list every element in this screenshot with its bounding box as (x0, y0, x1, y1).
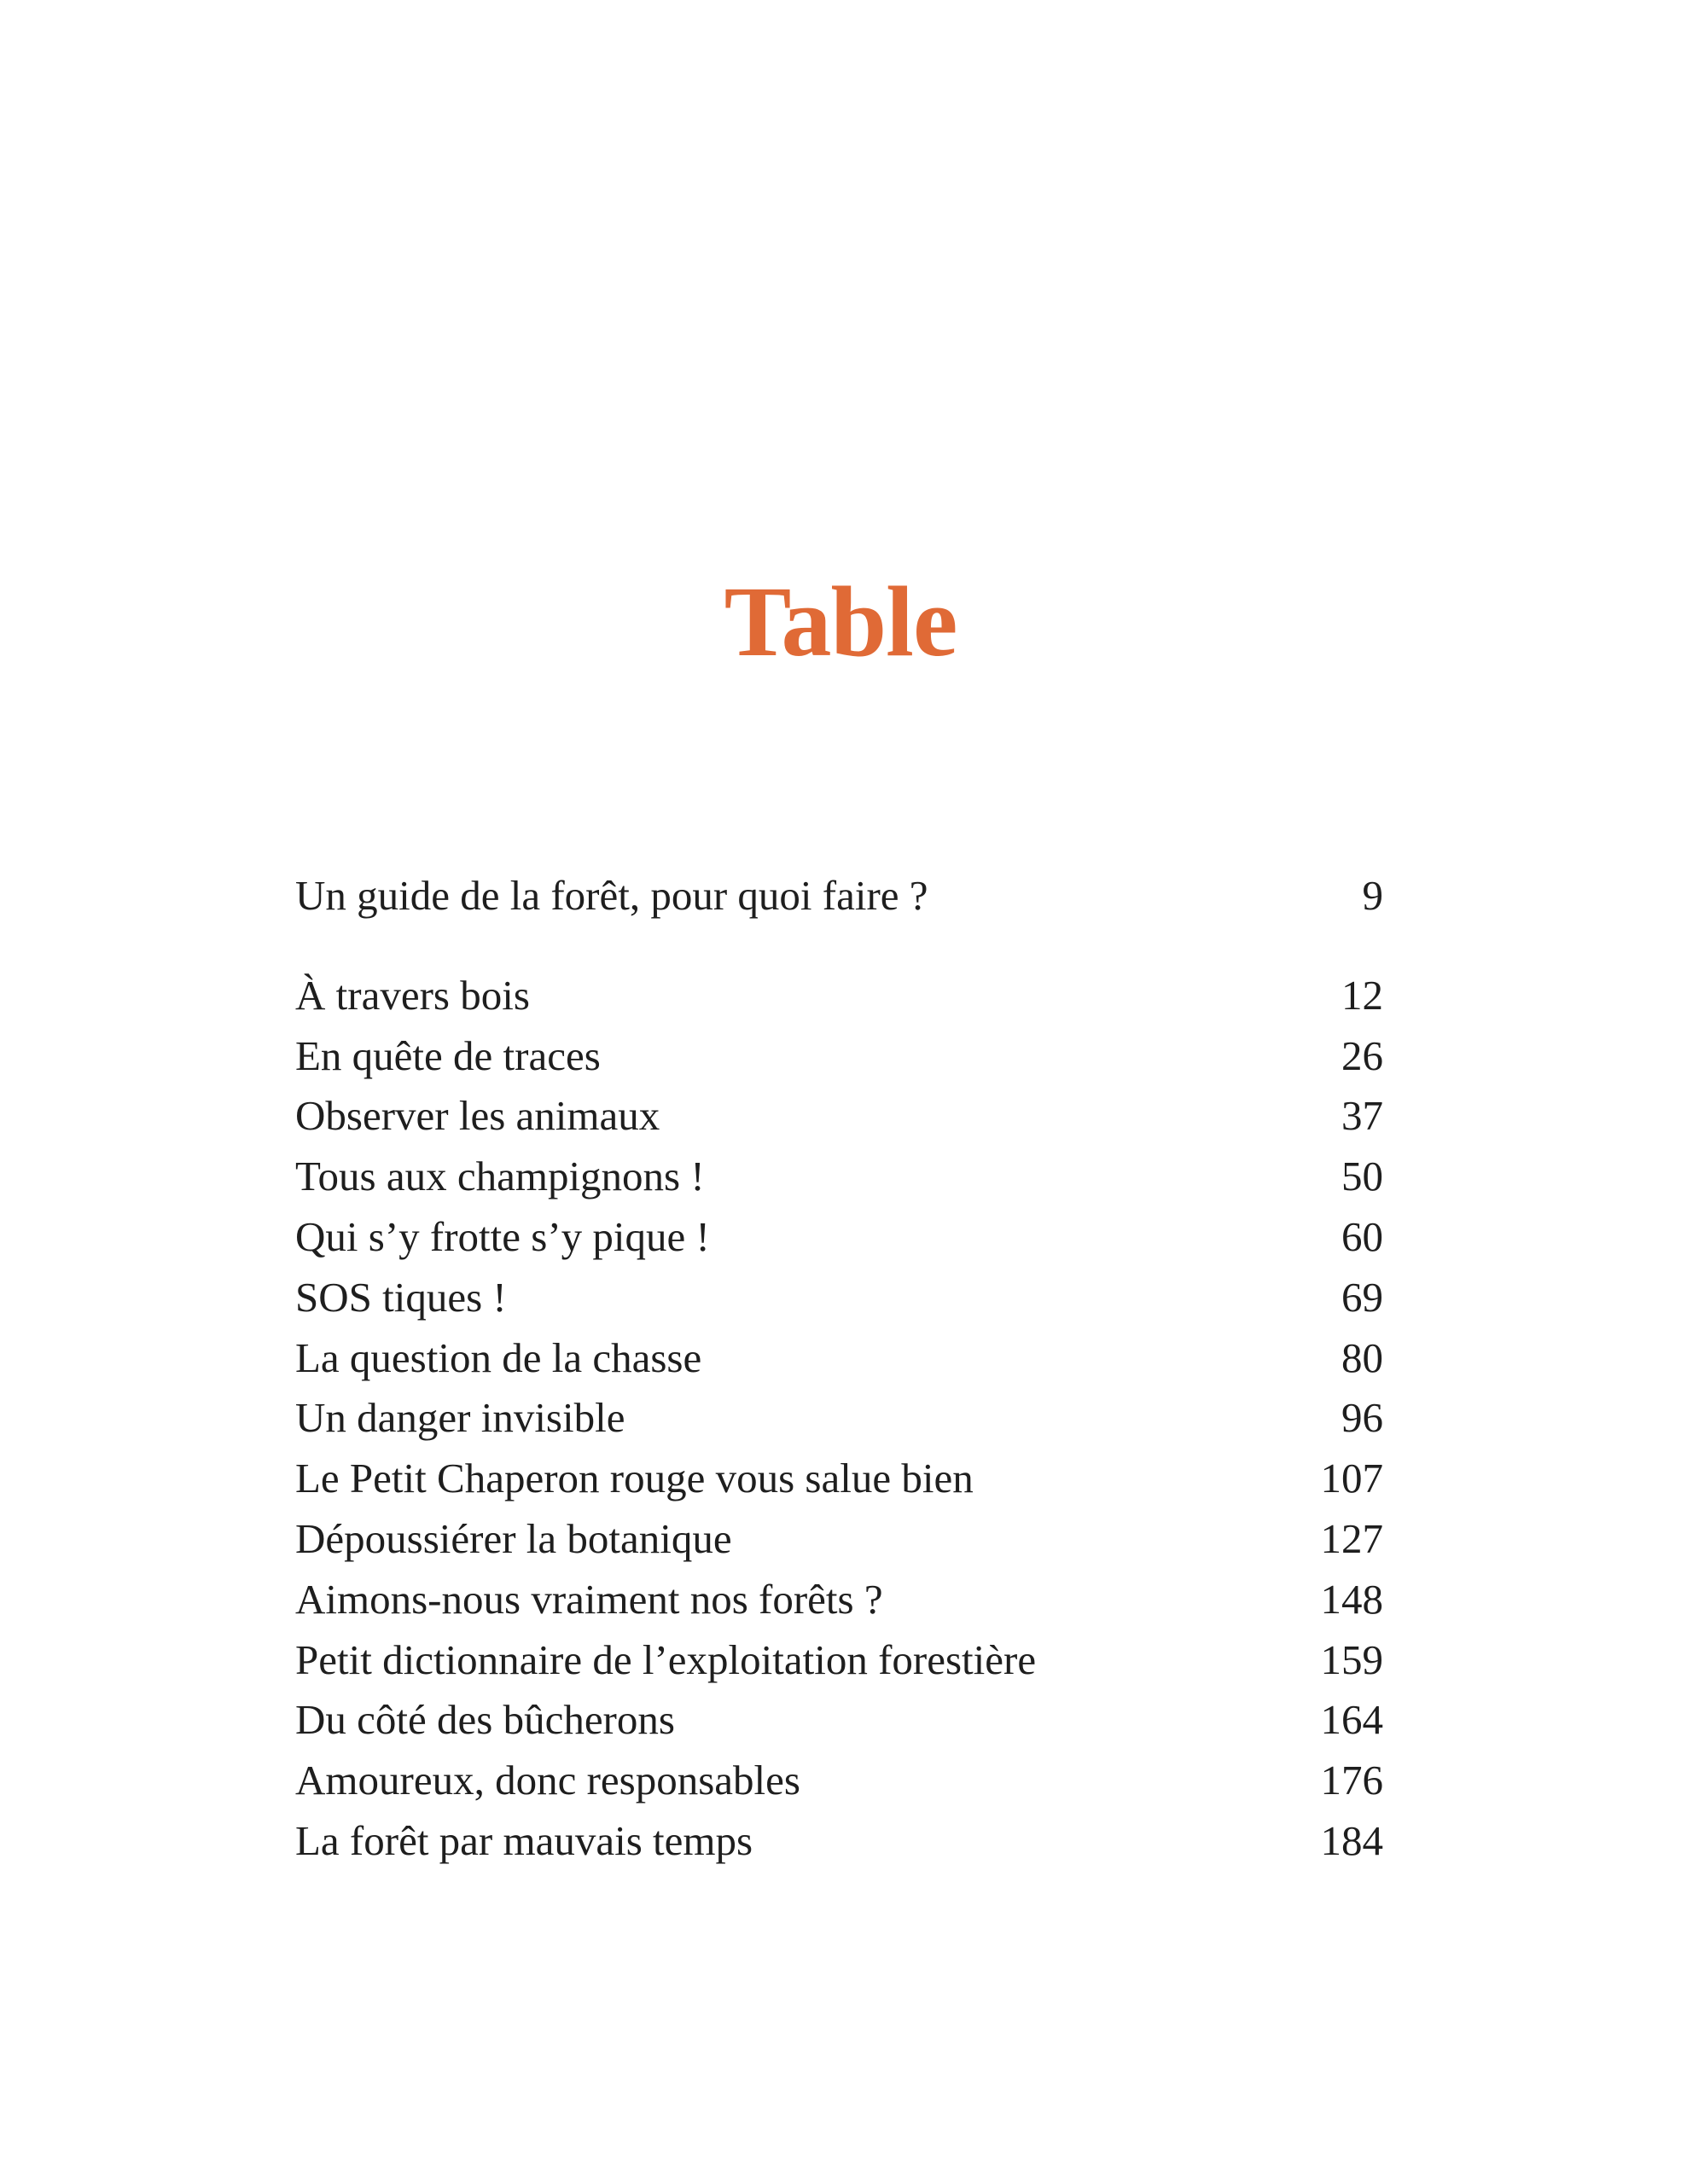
toc-entry-label: Qui s’y frotte s’y pique ! (295, 1212, 710, 1260)
toc-entry-label: La question de la chasse (295, 1333, 702, 1381)
toc-entry-page: 96 (1341, 1394, 1383, 1442)
toc-entry (295, 1207, 1383, 1268)
toc-entry-label: SOS tiques ! (295, 1273, 507, 1321)
toc-entry (295, 1147, 1383, 1207)
toc-entry-label: La forêt par mauvais temps (295, 1816, 753, 1864)
toc-entries-list (295, 966, 1383, 1872)
toc-entry-label: Dépoussiérer la botanique (295, 1514, 732, 1562)
toc-entry (295, 1509, 1383, 1570)
toc-entry (295, 1328, 1383, 1389)
toc-entry-label: Observer les animaux (295, 1092, 660, 1140)
toc-entry-label: Petit dictionnaire de l’exploitation forestière (295, 1635, 1037, 1683)
toc-entry (295, 1086, 1383, 1147)
toc-entry-page: 9 (1362, 872, 1383, 919)
toc-entry (295, 1570, 1383, 1630)
toc-entry (295, 1026, 1383, 1087)
toc-entry-page: 12 (1341, 971, 1383, 1019)
toc-entry-page: 164 (1320, 1696, 1383, 1744)
page-title: Table (724, 566, 957, 677)
toc-entry-page: 107 (1320, 1455, 1383, 1502)
toc-entry-page: 69 (1341, 1273, 1383, 1321)
toc-entry-label: Un guide de la forêt, pour quoi faire ? (295, 872, 928, 919)
toc-entry-label: En quête de traces (295, 1031, 601, 1079)
toc-entry-label: Un danger invisible (295, 1394, 625, 1442)
toc-entry-label: Amoureux, donc responsables (295, 1757, 800, 1804)
table-of-contents (295, 866, 1383, 1872)
toc-entry-label: Aimons-nous vraiment nos forêts ? (295, 1575, 883, 1623)
toc-entry (295, 1751, 1383, 1811)
toc-entry-label: Le Petit Chaperon rouge vous salue bien (295, 1455, 974, 1502)
toc-entry-page: 184 (1320, 1816, 1383, 1864)
toc-entry-page: 159 (1320, 1635, 1383, 1683)
toc-entry-page: 37 (1341, 1092, 1383, 1140)
toc-entry-intro (295, 866, 1383, 926)
toc-entry (295, 1449, 1383, 1509)
toc-entry-page: 50 (1341, 1153, 1383, 1200)
toc-entry-page: 80 (1341, 1333, 1383, 1381)
toc-entry (295, 1690, 1383, 1751)
toc-entry (295, 1630, 1383, 1691)
toc-entry (295, 1811, 1383, 1872)
toc-entry (295, 1388, 1383, 1449)
toc-entry (295, 1268, 1383, 1328)
toc-entry (295, 966, 1383, 1026)
toc-entry-page: 60 (1341, 1212, 1383, 1260)
toc-entry-label: À travers bois (295, 971, 530, 1019)
toc-entry-page: 26 (1341, 1031, 1383, 1079)
toc-entry-page: 148 (1320, 1575, 1383, 1623)
toc-entry-label: Tous aux champignons ! (295, 1153, 705, 1200)
toc-entry-page: 127 (1320, 1514, 1383, 1562)
toc-entry-label: Du côté des bûcherons (295, 1696, 675, 1744)
toc-entry-page: 176 (1320, 1757, 1383, 1804)
